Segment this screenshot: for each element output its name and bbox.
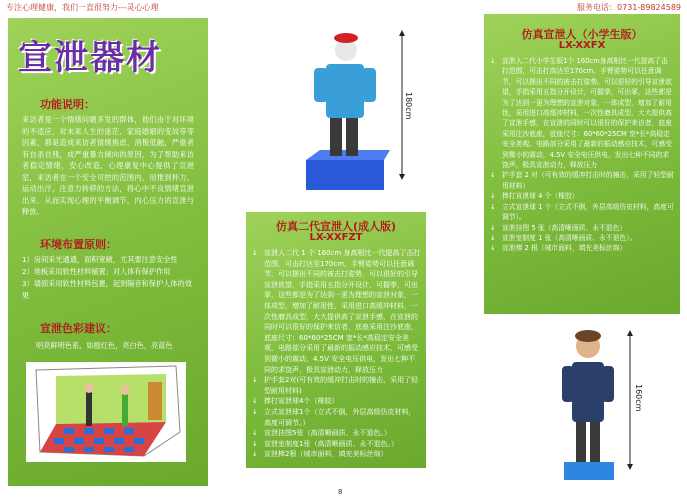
page-number: 8 — [338, 488, 343, 496]
right-item: ↓ 宣泄室制度 1 张（高清晰画质、永不退色）。 — [490, 233, 637, 242]
arrow-icon: ↓ — [252, 429, 258, 438]
child-dummy-image — [558, 322, 618, 482]
venting-room-photo — [26, 362, 186, 462]
right-item: ↓ 立式宣泄球 1 个（立式不倒，外层高级仿皮材料，高度可调节）。 — [490, 202, 674, 222]
right-item: ↓ 宣泄人二代小学生版1个 160cm身高相比一代提高了击打范围，可击打高达至170cm。手臂姿势可以任意调节，可以摆出不同的被击打姿势。可以很好的引导宣泄欲望，手指采用五指分开设计，可握拳，可出掌，这些都是为了达到一更为理想的宣泄对象，一体成型，增加了耐用性，采用进口高缓冲材料，一次性磨具成型，大大提供高了宣泄手感，在宣泄的同时可以很好的保护来访者，底座采用注沙底座，底座尺寸：60*60*25CM 宽*长*高稳定安全美观。电路部分采用了最新的振动感应技术，可感受到微小的震动，4.5V 安全电压供电，发出七种不同的求饶声，极具宣泄动力，释放压力 — [490, 57, 672, 170]
header-slogan: 专注心理健康，我们一直很努力---灵心心理 — [6, 3, 159, 12]
page-title: 宣泄器材 — [18, 38, 162, 78]
adult-dummy-image — [300, 20, 390, 196]
right-item: ↓ 宣泄棒 2 根（城市面料，填充美标丝绵） — [490, 244, 627, 253]
mid-item: ↓ 护手套2对(可有效的缓冲打击时的撞击，采用了轻型耐用材料) — [252, 376, 419, 395]
adult-height-label: 180cm — [404, 92, 413, 120]
right-title: 仿真宣泄人（小学生版） — [521, 28, 643, 41]
mid-model: LX-XXFZT — [309, 232, 363, 243]
right-items — [490, 56, 674, 254]
arrow-icon: ↓ — [252, 407, 258, 416]
arrow-icon: ↓ — [490, 223, 496, 232]
mid-title: 仿真二代宣泄人(成人版) — [275, 220, 397, 233]
header-phone: 服务电话：0731-89824589 — [577, 3, 681, 12]
arrow-icon: ↓ — [252, 397, 258, 406]
arrow-icon: ↓ — [252, 450, 258, 459]
mid-items — [252, 248, 422, 460]
header-bar — [0, 0, 687, 14]
arrow-icon: ↓ — [490, 233, 496, 242]
function-text: 来访者是一个情绪问题多发的群体，他们由于对环境的不适应、对未来人生的迷茫、家庭婚姻的变故等等因素，都是造成来访者情绪焦虑、消极低触，严重者有自杀自残，成严重暴力倾向的原因，为了帮助来访者稳定情绪，安心改造，心理康复中心提供了宣泄室，来访者在一个安全可控的范围内，用推到杯力，运动出汗，注意力转移的方法，将心中不良情绪宣泄出来，从而实现心理的平衡调节，内心压力的宣泄与释放。 — [22, 115, 194, 216]
right-model: LX-XXFX — [558, 40, 606, 51]
right-item: ↓ 捧打宣泄球 4 个（橡胶） — [490, 192, 579, 201]
env-item: 3）墙面采用软性材料包裹，起到隔音和保护人体的效果 — [22, 279, 192, 300]
mid-item: ↓ 宣泄挂图5张（高清晰画质、永不退色。） — [252, 429, 391, 438]
env-item: 1）房间采光通通，面积宽敞，尤其要注意安全性 — [22, 255, 178, 264]
mid-item: ↓ 立式宣泄球1个（立式不倒，外层高级仿皮材料，高度可调节。） — [252, 407, 416, 427]
env-list — [22, 254, 196, 302]
function-heading: 功能说明： — [40, 98, 95, 111]
arrow-icon: ↓ — [252, 376, 258, 385]
env-heading: 环境布置原则： — [40, 238, 117, 251]
mid-item: ↓ 宣泄棒2根（城市面料，填充美标丝绵） — [252, 450, 388, 459]
arrow-icon: ↓ — [490, 171, 496, 180]
env-item: 2）地板采用软性材料铺置；对人体有保护作用 — [22, 267, 171, 276]
child-height-label: 160cm — [634, 384, 643, 412]
mid-item: ↓ 宣泄室制度1张（高清晰画质、永不退色。） — [252, 439, 398, 448]
arrow-icon: ↓ — [252, 439, 258, 448]
height-marker — [626, 330, 634, 470]
mid-item: ↓ 宣泄人二代 1 个 160cm 身高相比一代提高了击打范围，可击打达至170cm，手臂姿势可以任意调节，可以摆出不同的被击打姿势，可以很好的引导宣泄欲望，手指采用五指分开设计，可握拳，可出掌，这些都是为了达到一更为理想的宣泄对象，一体成型，增加了耐用性，采用进口高缓冲材料，一次性磨具成型，大大提供高了宣泄手感，在宣泄的同时可以很好的保护来访者，底座采用注沙底座，底座尺寸：60*60*25CM 宽*长*高稳定安全美观，电路部分采用了最新的振动感应技术，可感受到微小的震动，4.5V 安全电压供电，发出七种不同的求饶声，极具宣泄动力，释放压力 — [252, 249, 421, 374]
mid-item: ↓ 捧打宣泄球4个（橡胶） — [252, 397, 339, 406]
arrow-icon: ↓ — [490, 244, 496, 253]
arrow-icon: ↓ — [490, 57, 496, 65]
arrow-icon: ↓ — [490, 202, 496, 211]
color-text: 明亮鲜明色系，如橙红色，亮白色，亮蓝色 — [36, 341, 173, 350]
arrow-icon: ↓ — [490, 192, 496, 201]
color-heading: 宣泄色彩建议： — [40, 322, 117, 335]
right-item: ↓ 宣泄挂图 5 张（高清晰画质、永不退色） — [490, 223, 627, 232]
arrow-icon: ↓ — [252, 249, 258, 257]
right-item: ↓ 护手套 2 对（可有效的缓冲打击时的撞击，采用了轻型耐用材料） — [490, 171, 674, 190]
